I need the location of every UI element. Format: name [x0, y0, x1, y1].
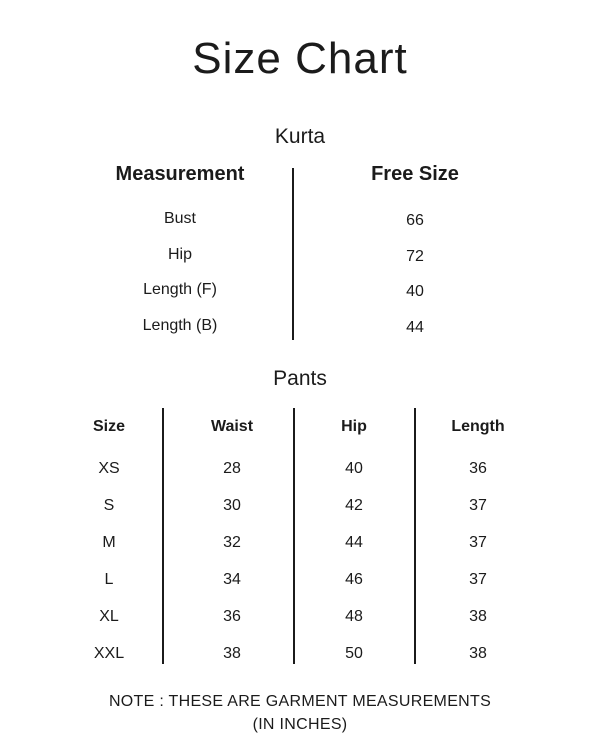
pants-column-divider: [293, 408, 295, 664]
pants-cell-waist: 32: [223, 534, 241, 551]
pants-cell-hip: 44: [345, 534, 363, 551]
pants-cell-length: 38: [469, 608, 487, 625]
measurement-note: [0, 690, 600, 736]
pants-cell-length: 36: [469, 460, 487, 477]
pants-cell-hip: 48: [345, 608, 363, 625]
kurta-row-value: 40: [406, 283, 424, 300]
kurta-row-value: 66: [406, 212, 424, 229]
pants-cell-length: 37: [469, 571, 487, 588]
pants-cell-hip: 46: [345, 571, 363, 588]
pants-section-title: Pants: [273, 367, 327, 390]
pants-cell-waist: 38: [223, 645, 241, 662]
pants-header-length: Length: [451, 418, 505, 435]
pants-cell-size: S: [103, 497, 115, 514]
pants-cell-waist: 36: [223, 608, 241, 625]
pants-column-divider: [162, 408, 164, 664]
kurta-row-value: 72: [406, 248, 424, 265]
note-line-1: NOTE : THESE ARE GARMENT MEASUREMENTS: [108, 693, 492, 710]
pants-header-waist: Waist: [210, 418, 254, 435]
page-title: Size Chart: [192, 34, 408, 83]
pants-cell-hip: 50: [345, 645, 363, 662]
pants-cell-size: M: [102, 534, 116, 551]
pants-cell-waist: 30: [223, 497, 241, 514]
pants-cell-hip: 40: [345, 460, 363, 477]
pants-cell-size: L: [104, 571, 114, 588]
kurta-row-label: Bust: [163, 210, 196, 227]
kurta-header-measurement: Measurement: [115, 163, 245, 185]
kurta-row-value: 44: [406, 319, 424, 336]
kurta-row-label: Length (F): [143, 281, 217, 298]
pants-cell-hip: 42: [345, 497, 363, 514]
kurta-row-label: Hip: [167, 246, 192, 263]
kurta-row-label: Length (B): [142, 317, 218, 334]
pants-cell-length: 38: [469, 645, 487, 662]
pants-cell-length: 37: [469, 497, 487, 514]
kurta-section-title: Kurta: [274, 125, 326, 148]
pants-cell-waist: 34: [223, 571, 241, 588]
pants-cell-waist: 28: [223, 460, 241, 477]
note-line-2: (IN INCHES): [252, 716, 348, 733]
pants-header-hip: Hip: [341, 418, 367, 435]
pants-cell-size: XXL: [93, 645, 125, 662]
pants-cell-size: XS: [98, 460, 120, 477]
pants-column-divider: [414, 408, 416, 664]
pants-cell-length: 37: [469, 534, 487, 551]
pants-cell-size: XL: [99, 608, 119, 625]
kurta-column-divider: [292, 168, 294, 340]
pants-header-size: Size: [92, 418, 125, 435]
kurta-header-free-size: Free Size: [371, 163, 459, 185]
